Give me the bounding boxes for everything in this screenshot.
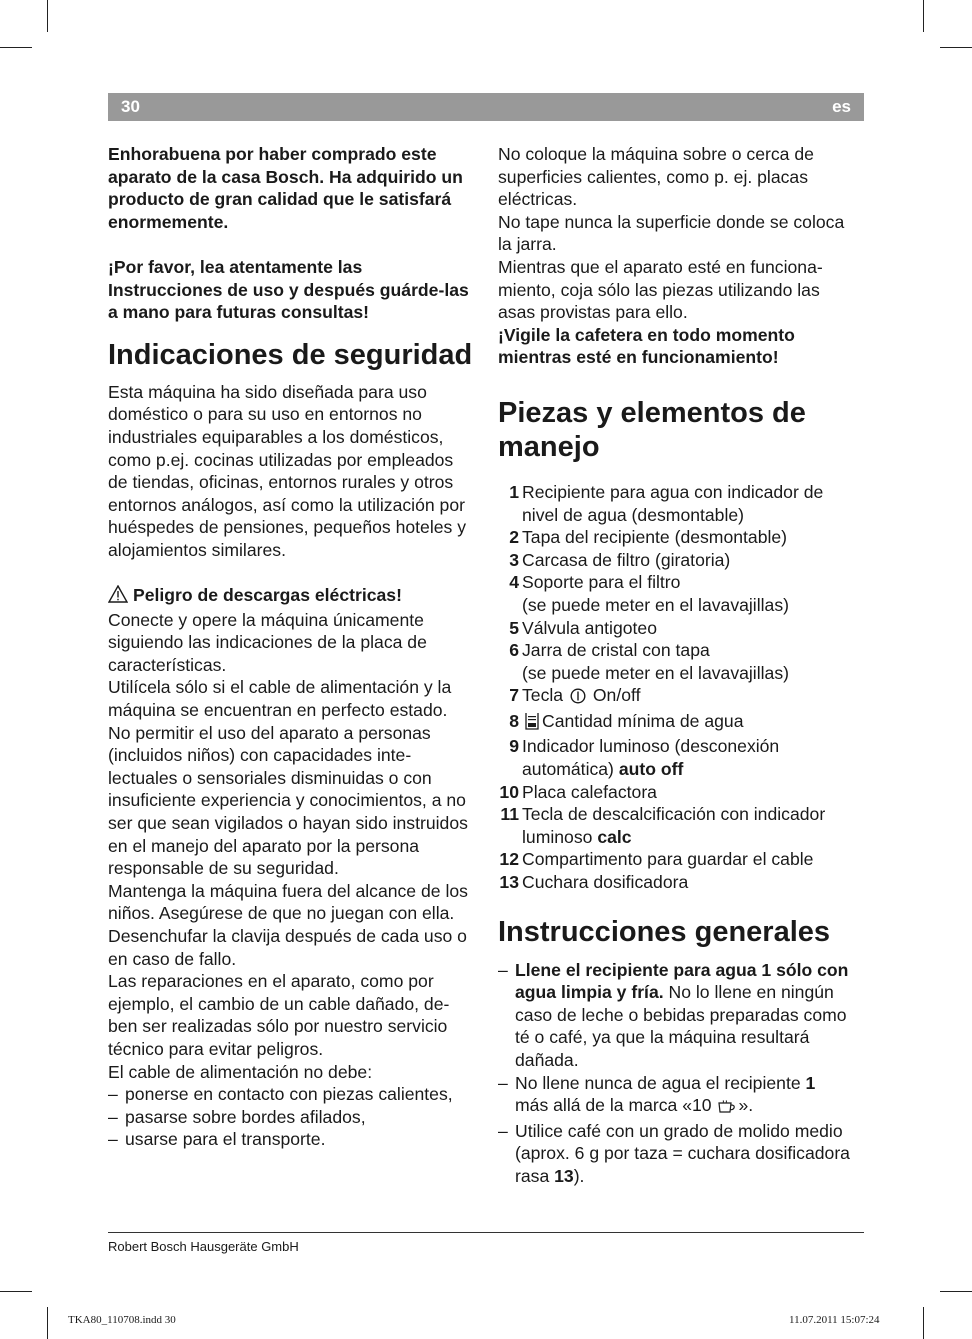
safety-paragraph: No coloque la máquina sobre o cerca de superficies calientes, como p. ej. placas eléctricas. bbox=[498, 144, 814, 210]
general-heading: Instrucciones generales bbox=[498, 915, 831, 948]
language-code: es bbox=[832, 97, 851, 116]
warning-text: Conecte y opere la máquina únicamente siguiendo las indicaciones de la placa de características. bbox=[108, 609, 427, 675]
safety-paragraph: Mientras que el aparato esté en funciona-miento, coja sólo las piezas utilizando las asas provistas para ello. bbox=[498, 256, 823, 323]
parts-item: 9 Indicador luminoso (desconexión automática) auto off bbox=[509, 736, 780, 780]
crop-mark bbox=[923, 0, 924, 32]
parts-item: 6 Jarra de cristal con tapa (se puede meter en el lavavajillas) bbox=[509, 640, 789, 683]
dash-item: – pasarse sobre bordes afilados, bbox=[108, 1106, 366, 1127]
parts-list bbox=[498, 481, 850, 894]
crop-mark bbox=[0, 47, 32, 48]
parts-item: 11 Tecla de descalcificación con indicador luminoso calc bbox=[500, 804, 826, 847]
dash-item: – No llene nunca de agua el recipiente 1 más allá de la marca «10 ». bbox=[498, 1072, 850, 1120]
page-header-bar bbox=[108, 93, 864, 121]
dash-item: – ponerse en contacto con piezas calientes, bbox=[108, 1084, 453, 1105]
right-column bbox=[498, 143, 850, 1188]
parts-item: 7 Tecla On/off bbox=[498, 684, 850, 710]
water-level-icon bbox=[524, 712, 540, 736]
safety-paragraph: No tape nunca la superficie donde se coloca la jarra. bbox=[498, 211, 845, 255]
crop-mark bbox=[923, 1307, 924, 1339]
intro-notice: ¡Por favor, lea atentamente las Instrucciones de uso y después guárde-las a mano para futuras consultas! bbox=[108, 256, 469, 323]
left-column bbox=[108, 143, 476, 1151]
print-slug-date: 11.07.2011 15:07:24 bbox=[789, 1314, 880, 1326]
crop-mark bbox=[940, 1291, 972, 1292]
cup-icon bbox=[718, 1097, 736, 1120]
print-slug-file: TKA80_110708.indd 30 bbox=[68, 1314, 176, 1326]
parts-item: 5 Válvula antigoteo bbox=[509, 617, 657, 638]
parts-item: 4 Soporte para el filtro (se puede meter en el lavavajillas) bbox=[509, 572, 789, 615]
safety-emphasis: ¡Vigile la cafetera en todo momento mientras esté en funcionamiento! bbox=[498, 324, 795, 368]
crop-mark bbox=[0, 1291, 32, 1292]
parts-item: 10 Placa calefactora bbox=[499, 781, 657, 802]
parts-item: 13 Cuchara dosificadora bbox=[499, 872, 689, 893]
parts-item: 2 Tapa del recipiente (desmontable) bbox=[509, 527, 788, 548]
warning-text: Desenchufar la clavija después de cada uso o en caso de fallo. bbox=[108, 926, 467, 969]
dash-item: – Llene el recipiente para agua 1 sólo con agua limpia y fría. No lo llene en ningún caso de leche o bebidas preparadas como té o café, ya que la máquina resultará dañada. bbox=[498, 959, 849, 1070]
warning-text: Utilícela sólo si el cable de alimentación y la máquina se encuentran en perfecto estado. bbox=[108, 677, 452, 721]
power-icon bbox=[570, 687, 586, 710]
safety-heading: Indicaciones de seguridad bbox=[108, 338, 473, 371]
warning-title: Peligro de descargas eléctricas! bbox=[133, 585, 402, 606]
parts-item: 1 Recipiente para agua con indicador de nivel de agua (desmontable) bbox=[509, 481, 824, 525]
dash-item: – Utilice café con un grado de molido medio (aprox. 6 g por taza = cuchara dosificadora rasa 13). bbox=[498, 1120, 850, 1186]
warning-triangle-icon bbox=[108, 585, 128, 609]
crop-mark bbox=[47, 0, 48, 32]
page-number: 30 bbox=[121, 97, 140, 116]
intro-paragraph: Enhorabuena por haber comprado este aparato de la casa Bosch. Ha adquirido un producto de gran calidad que le satisfará enormemente. bbox=[108, 144, 463, 232]
footer-rule bbox=[108, 1232, 864, 1233]
parts-item: 3 Carcasa de filtro (giratoria) bbox=[509, 549, 731, 570]
dash-item: – usarse para el transporte. bbox=[108, 1129, 326, 1150]
parts-heading: Piezas y elementos de manejo bbox=[498, 396, 806, 463]
footer-company: Robert Bosch Hausgeräte GmbH bbox=[108, 1239, 299, 1254]
warning-text: Mantenga la máquina fuera del alcance de los niños. Asegúrese de que no juegan con ella. bbox=[108, 880, 468, 924]
warning-text: No permitir el uso del aparato a personas (incluidos niños) con capacidades inte-lectuales o sensoriales disminuidas o con insuficiente experiencia y conocimientos, a no ser que sean vigilados o hayan sido instruidos en el manejo del aparato por la persona responsable de su seguridad. bbox=[108, 722, 468, 879]
safety-paragraph: Esta máquina ha sido diseñada para uso doméstico o para su uso en entornos no industriales equiparables a los domésticos, como p.ej. cocinas utilizadas por empleados de tiendas, oficinas, entornos rurales y otros entornos análogos, así como la utilización por huéspedes de pensiones, pequeños hoteles y alojamientos similares. bbox=[108, 381, 467, 560]
warning-heading bbox=[108, 584, 476, 609]
warning-text: El cable de alimentación no debe: bbox=[108, 1061, 373, 1082]
crop-mark bbox=[940, 47, 972, 48]
parts-item: 12 Compartimento para guardar el cable bbox=[499, 849, 814, 870]
crop-mark bbox=[47, 1307, 48, 1339]
parts-item: 8 Cantidad mínima de agua bbox=[498, 710, 850, 736]
warning-text: Las reparaciones en el aparato, como por ejemplo, el cambio de un cable dañado, de-ben ser realizadas sólo por nuestro servicio técnico para evitar peligros. bbox=[108, 971, 450, 1059]
